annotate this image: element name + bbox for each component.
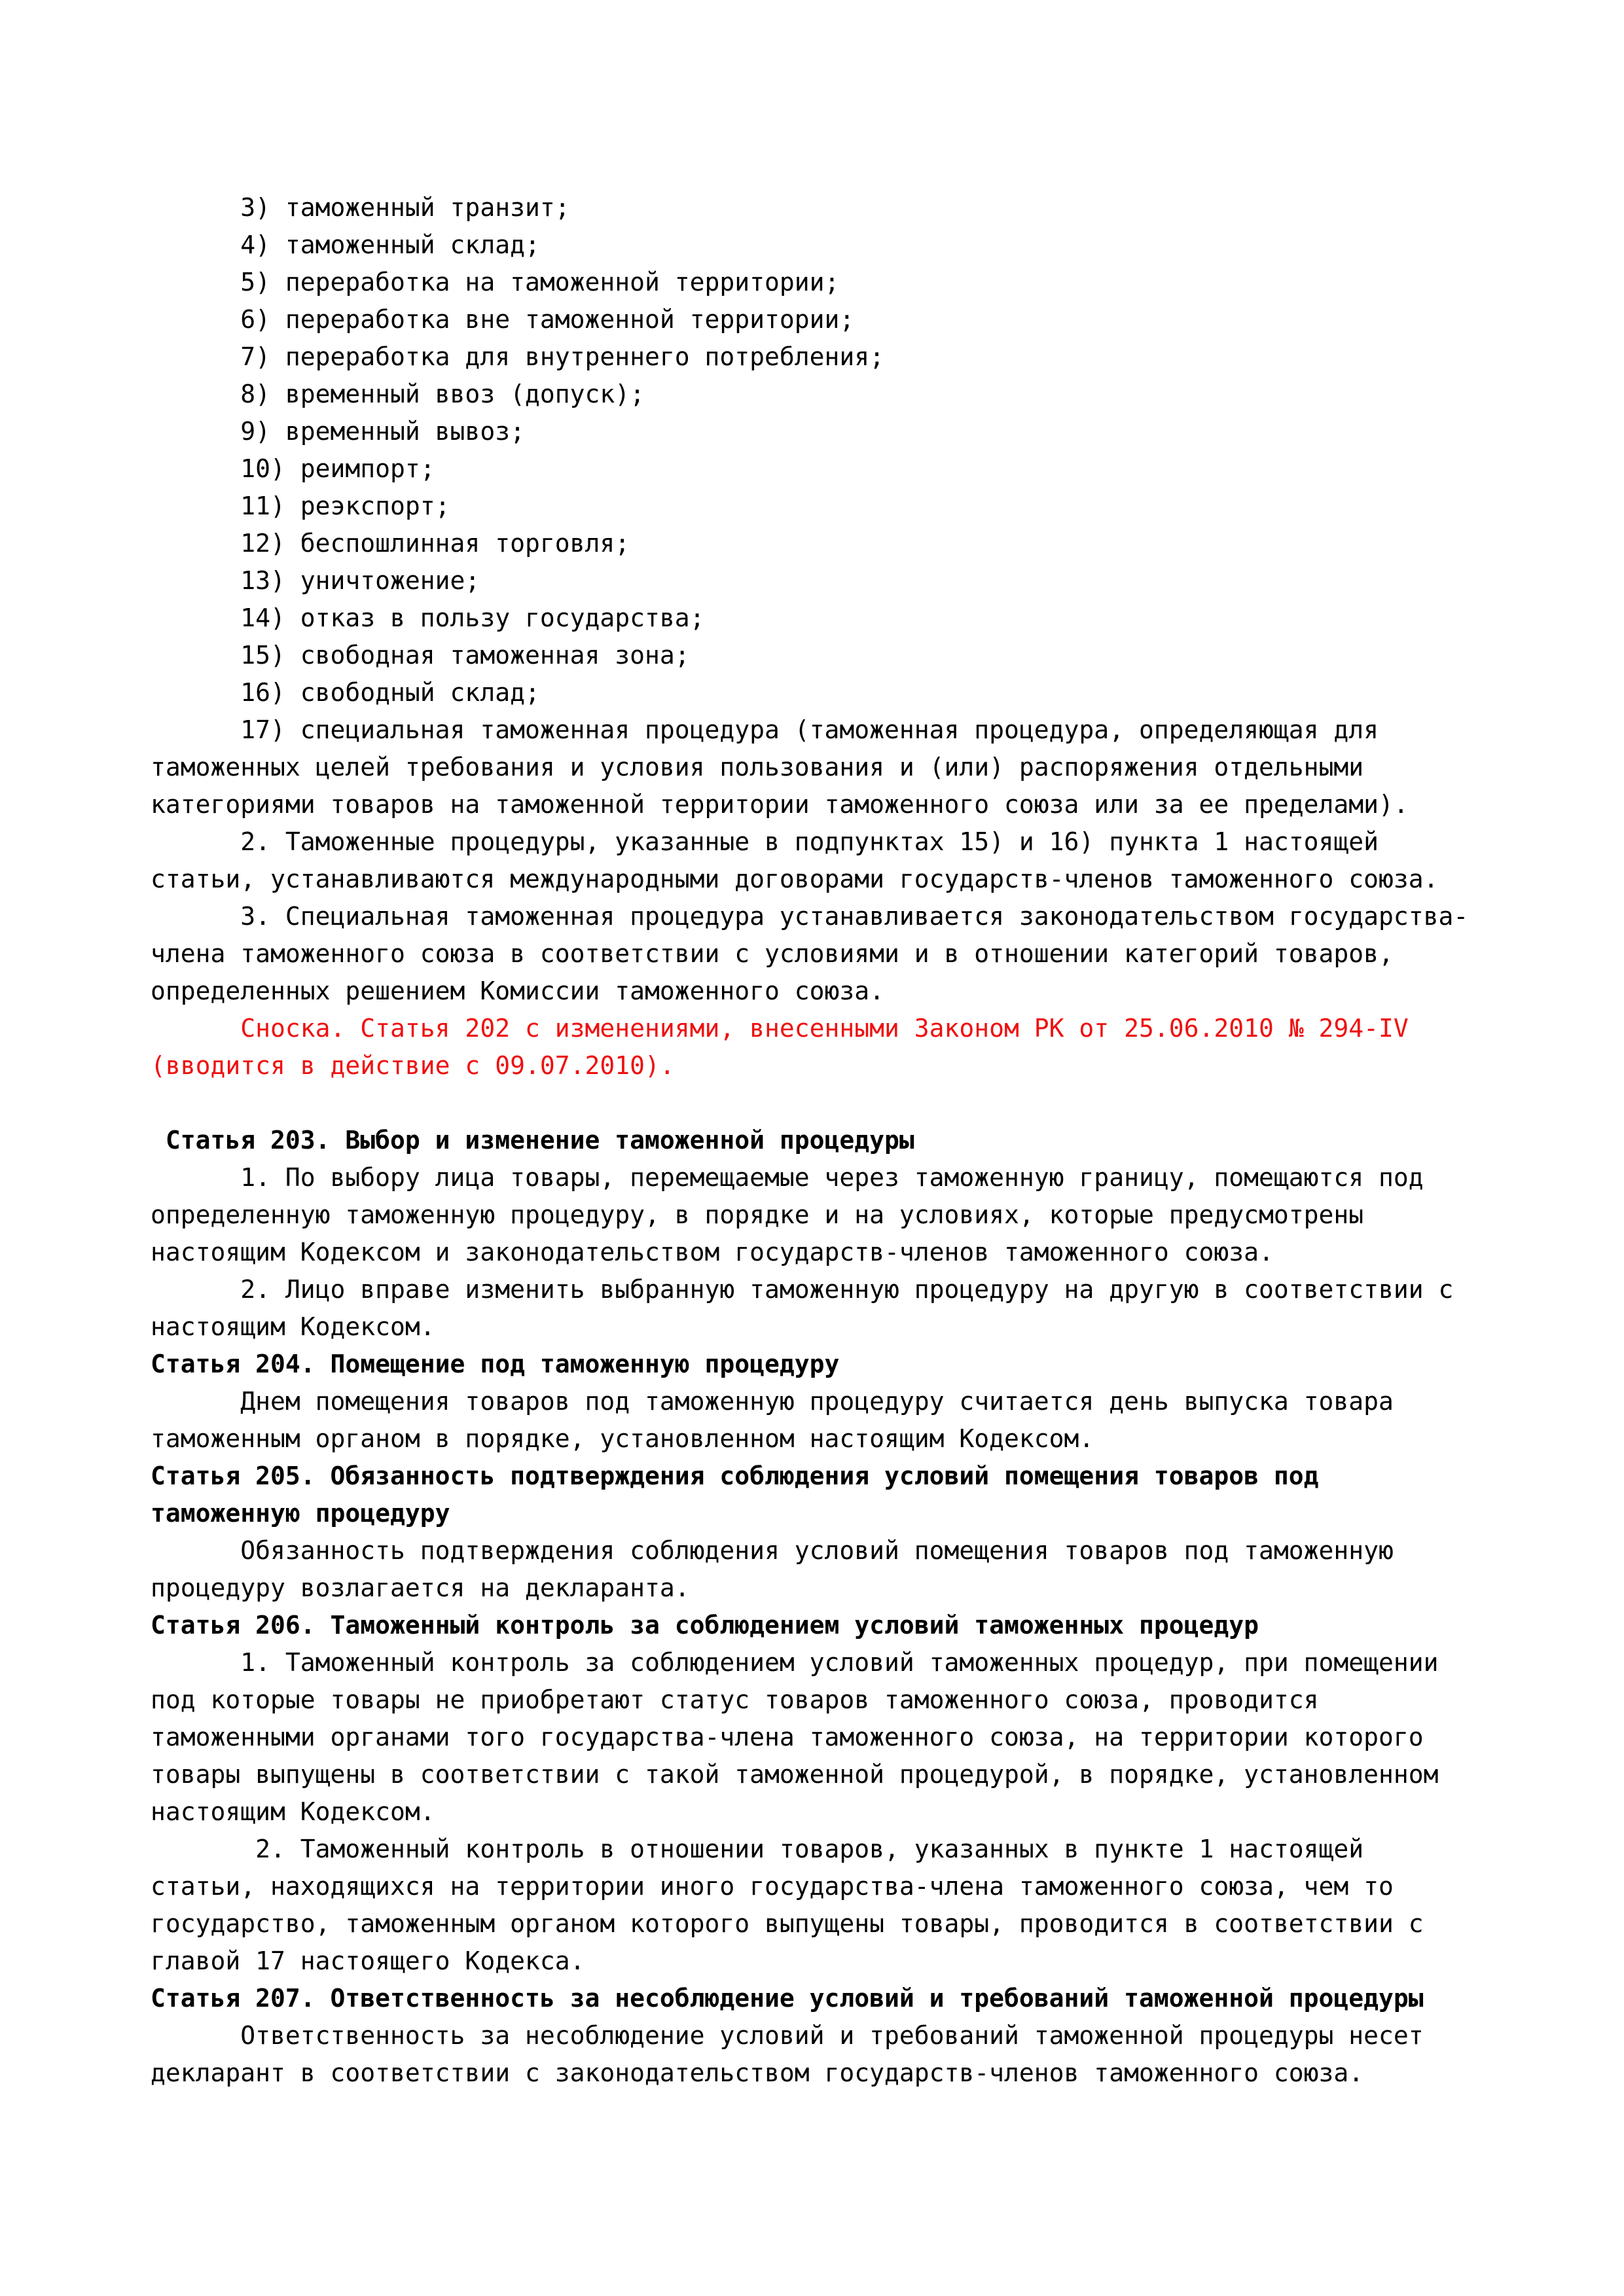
text-line: 3) таможенный транзит; [151,193,570,222]
text-line [151,1085,1499,1122]
text-line: Статья 204. Помещение под таможенную процедуру [151,1350,840,1378]
text-line: 17) специальная таможенная процедура (таможенная процедура, определяющая для [151,715,1379,744]
text-line: 3. Специальная таможенная процедура устанавливается законодательством государства- [151,902,1469,931]
text-line: 10) реимпорт; [151,454,435,483]
text-line: настоящим Кодексом. [151,1312,435,1341]
text-line: декларант в соответствии с законодательством государств-членов таможенного союза. [151,2058,1364,2087]
text-line: Днем помещения товаров под таможенную процедуру считается день выпуска товара [151,1387,1394,1416]
text-line: Сноска. Статья 202 с изменениями, внесенными Законом РК от 25.06.2010 № 294-IV [151,1014,1409,1043]
text-line: 11) реэкспорт; [151,492,450,520]
text-line: под которые товары не приобретают статус товаров таможенного союза, проводится [151,1685,1319,1714]
text-line: определенную таможенную процедуру, в порядке и на условиях, которые предусмотрены [151,1200,1364,1229]
text-line: таможенным органом в порядке, установленном настоящим Кодексом. [151,1424,1094,1453]
text-line: Ответственность за несоблюдение условий и требований таможенной процедуры несет [151,2021,1424,2050]
text-line: таможенную процедуру [151,1499,450,1528]
text-line: Статья 203. Выбор и изменение таможенной процедуры [151,1126,914,1155]
text-line: Обязанность подтверждения соблюдения условий помещения товаров под таможенную [151,1536,1394,1565]
text-line: 15) свободная таможенная зона; [151,641,690,670]
text-line: государство, таможенным органом которого выпущены товары, проводится в соответствии с [151,1909,1424,1938]
text-line: таможенными органами того государства-члена таможенного союза, на территории которого [151,1723,1424,1751]
text-line: 16) свободный склад; [151,678,540,707]
text-line: настоящим Кодексом и законодательством государств-членов таможенного союза. [151,1238,1274,1266]
text-line: Статья 205. Обязанность подтверждения соблюдения условий помещения товаров под [151,1462,1319,1490]
text-line: 8) временный ввоз (допуск); [151,380,645,408]
text-line: 4) таможенный склад; [151,230,540,259]
text-line: статьи, устанавливаются международными договорами государств-членов таможенного союза. [151,865,1439,893]
document-text [151,189,1499,2092]
text-line: 6) переработка вне таможенной территории; [151,305,855,334]
text-line: процедуру возлагается на декларанта. [151,1573,690,1602]
text-line: 13) уничтожение; [151,566,480,595]
text-line: члена таможенного союза в соответствии с условиями и в отношении категорий товаров, [151,939,1394,968]
text-line: статьи, находящихся на территории иного государства-члена таможенного союза, чем то [151,1872,1394,1901]
text-line: 1. По выбору лица товары, перемещаемые через таможенную границу, помещаются под [151,1163,1424,1192]
text-line: настоящим Кодексом. [151,1797,435,1826]
text-line: 1. Таможенный контроль за соблюдением условий таможенных процедур, при помещении [151,1648,1439,1677]
text-line: 14) отказ в пользу государства; [151,603,705,632]
text-line: таможенных целей требования и условия пользования и (или) распоряжения отдельными [151,753,1364,781]
text-line: 9) временный вывоз; [151,417,525,446]
text-line: Статья 207. Ответственность за несоблюдение условий и требований таможенной процедуры [151,1984,1424,2013]
text-line: товары выпущены в соответствии с такой таможенной процедурой, в порядке, установленном [151,1760,1439,1789]
text-line: определенных решением Комиссии таможенного союза. [151,977,885,1005]
text-line: 5) переработка на таможенной территории; [151,268,840,296]
text-line: 2. Таможенные процедуры, указанные в подпунктах 15) и 16) пункта 1 настоящей [151,827,1379,856]
text-line: категориями товаров на таможенной территории таможенного союза или за ее пределами). [151,790,1409,819]
text-line: (вводится в действие с 09.07.2010). [151,1051,675,1080]
text-line: 7) переработка для внутреннего потребления; [151,342,885,371]
text-line: главой 17 настоящего Кодекса. [151,1946,585,1975]
text-line: Статья 206. Таможенный контроль за соблюдением условий таможенных процедур [151,1611,1259,1640]
text-line: 2. Таможенный контроль в отношении товаров, указанных в пункте 1 настоящей [151,1835,1364,1863]
text-line: 12) беспошлинная торговля; [151,529,630,558]
text-line: 2. Лицо вправе изменить выбранную таможенную процедуру на другую в соответствии с [151,1275,1454,1304]
